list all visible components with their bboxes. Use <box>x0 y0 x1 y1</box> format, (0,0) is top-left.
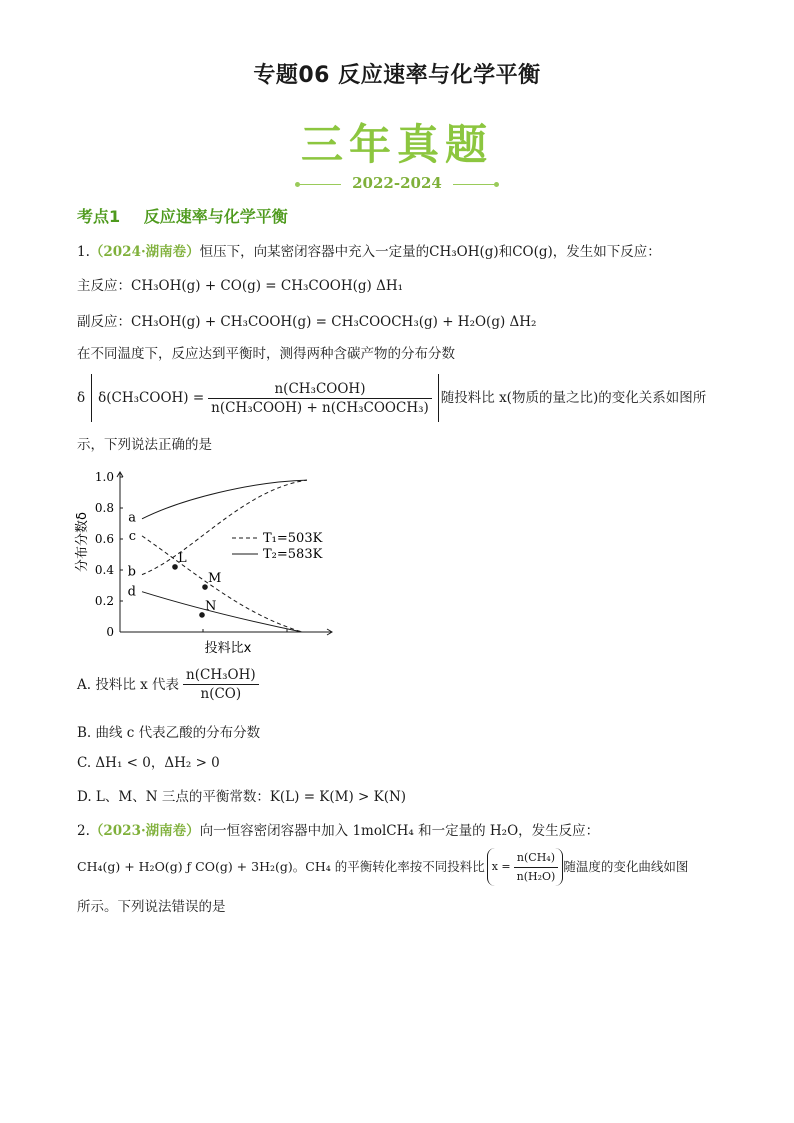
q1-stem <box>77 243 661 261</box>
x-axis-label: 投料比x <box>204 641 252 656</box>
q2-x-eq: x = <box>491 860 511 873</box>
delta-denominator: n(CH₃COOH) + n(CH₃COOCH₃) <box>211 399 429 416</box>
point-label-M: M <box>208 571 222 587</box>
y-axis-label: 分布分数δ <box>75 512 90 572</box>
q1-line5: 示，下列说法正确的是 <box>77 437 212 453</box>
option-a-denominator: n(CO) <box>200 686 242 702</box>
y-tick-label: 1.0 <box>94 470 114 484</box>
section-label: 考点1 <box>77 207 121 226</box>
year-range <box>0 174 794 192</box>
section-name: 反应速率与化学平衡 <box>143 207 288 226</box>
q1-side-reaction: 副反应：CH₃OH(g) + CH₃COOH(g) = CH₃COOCH₃(g) + H₂O(g) ΔH₂ <box>77 314 537 330</box>
y-tick-label: 0.6 <box>94 532 114 546</box>
q2-tail-b: 随温度的变化曲线如图 <box>563 859 689 874</box>
banner-heading: 三年真题 <box>300 120 493 169</box>
y-tick-label: 0 <box>106 625 114 639</box>
q2-stem-text: 向一恒容密闭容器中加入 1molCH₄ 和一定量的 H₂O，发生反应： <box>199 823 600 839</box>
point-label-N: N <box>205 598 217 614</box>
q1-stem-text: 恒压下，向某密闭容器中充入一定量的CH₃OH(g)和CO(g)，发生如下反应： <box>199 244 661 260</box>
legend-label-1: T₁=503K <box>263 531 323 546</box>
q2-line2: 所示。下列说法错误的是 <box>77 899 226 915</box>
curve-label-b: b <box>127 564 136 580</box>
delta-numerator: n(CH₃COOH) <box>208 380 432 399</box>
q2-x-fraction <box>514 849 559 886</box>
divider-left <box>299 184 341 185</box>
q1-delta-formula <box>77 374 706 422</box>
delta-prefix: δ <box>77 390 86 406</box>
q1-number: 1. <box>77 244 90 260</box>
option-a-prefix: A. 投料比 x 代表 <box>77 676 180 693</box>
q1-main-reaction: 主反应：CH₃OH(g) + CO(g) = CH₃COOH(g) ΔH₁ <box>77 278 404 294</box>
q1-option-b: B. 曲线 c 代表乙酸的分布分数 <box>77 725 261 741</box>
q1-line3: 在不同温度下，反应达到平衡时，测得两种含碳产物的分布分数 <box>77 346 455 362</box>
y-tick-label: 0.2 <box>94 594 114 608</box>
delta-fraction <box>208 380 432 417</box>
q2-x-numerator: n(CH₄) <box>514 849 559 868</box>
q1-option-a <box>77 666 259 703</box>
q1-option-c: C. ΔH₁ < 0，ΔH₂ > 0 <box>77 755 220 771</box>
q1-source: （2024·湖南卷） <box>89 244 200 260</box>
option-a-numerator: n(CH₃OH) <box>183 666 259 685</box>
y-tick-label: 0.8 <box>94 501 114 515</box>
point-L <box>172 564 178 570</box>
q2-reaction: CH₄(g) + H₂O(g) ƒ CO(g) + 3H₂(g) <box>77 859 293 874</box>
distribution-chart <box>72 462 342 662</box>
q1-option-d: D. L、M、N 三点的平衡常数：K(L) = K(M) > K(N) <box>77 789 407 805</box>
delta-bracket <box>91 374 439 422</box>
divider-right <box>453 184 495 185</box>
delta-lhs: δ(CH₃COOH) = <box>98 390 205 406</box>
year-range-text: 2022-2024 <box>352 174 442 192</box>
q2-x-bracket <box>487 848 564 886</box>
point-N <box>199 612 205 618</box>
q1-line4-tail: 随投料比 x(物质的量之比)的变化关系如图所 <box>440 390 707 406</box>
curve-label-c: c <box>128 528 136 544</box>
point-M <box>202 584 208 590</box>
q2-stem <box>77 822 599 840</box>
page-title: 专题06 反应速率与化学平衡 <box>253 63 541 88</box>
series-d-line <box>142 592 302 632</box>
legend-label-2: T₂=583K <box>263 547 323 562</box>
section-heading <box>77 204 306 227</box>
q2-source: （2023·湖南卷） <box>89 823 200 839</box>
curve-label-a: a <box>128 510 136 526</box>
y-tick-label: 0.4 <box>94 563 114 577</box>
point-label-L: L <box>178 550 187 566</box>
q2-reaction-line <box>77 848 688 886</box>
curve-label-d: d <box>127 584 136 600</box>
q2-number: 2. <box>77 823 90 839</box>
series-a-line <box>142 480 307 519</box>
option-a-fraction <box>183 666 259 703</box>
q2-tail-a: 。CH₄ 的平衡转化率按不同投料比 <box>292 859 485 874</box>
q2-x-denominator: n(H₂O) <box>516 869 556 883</box>
